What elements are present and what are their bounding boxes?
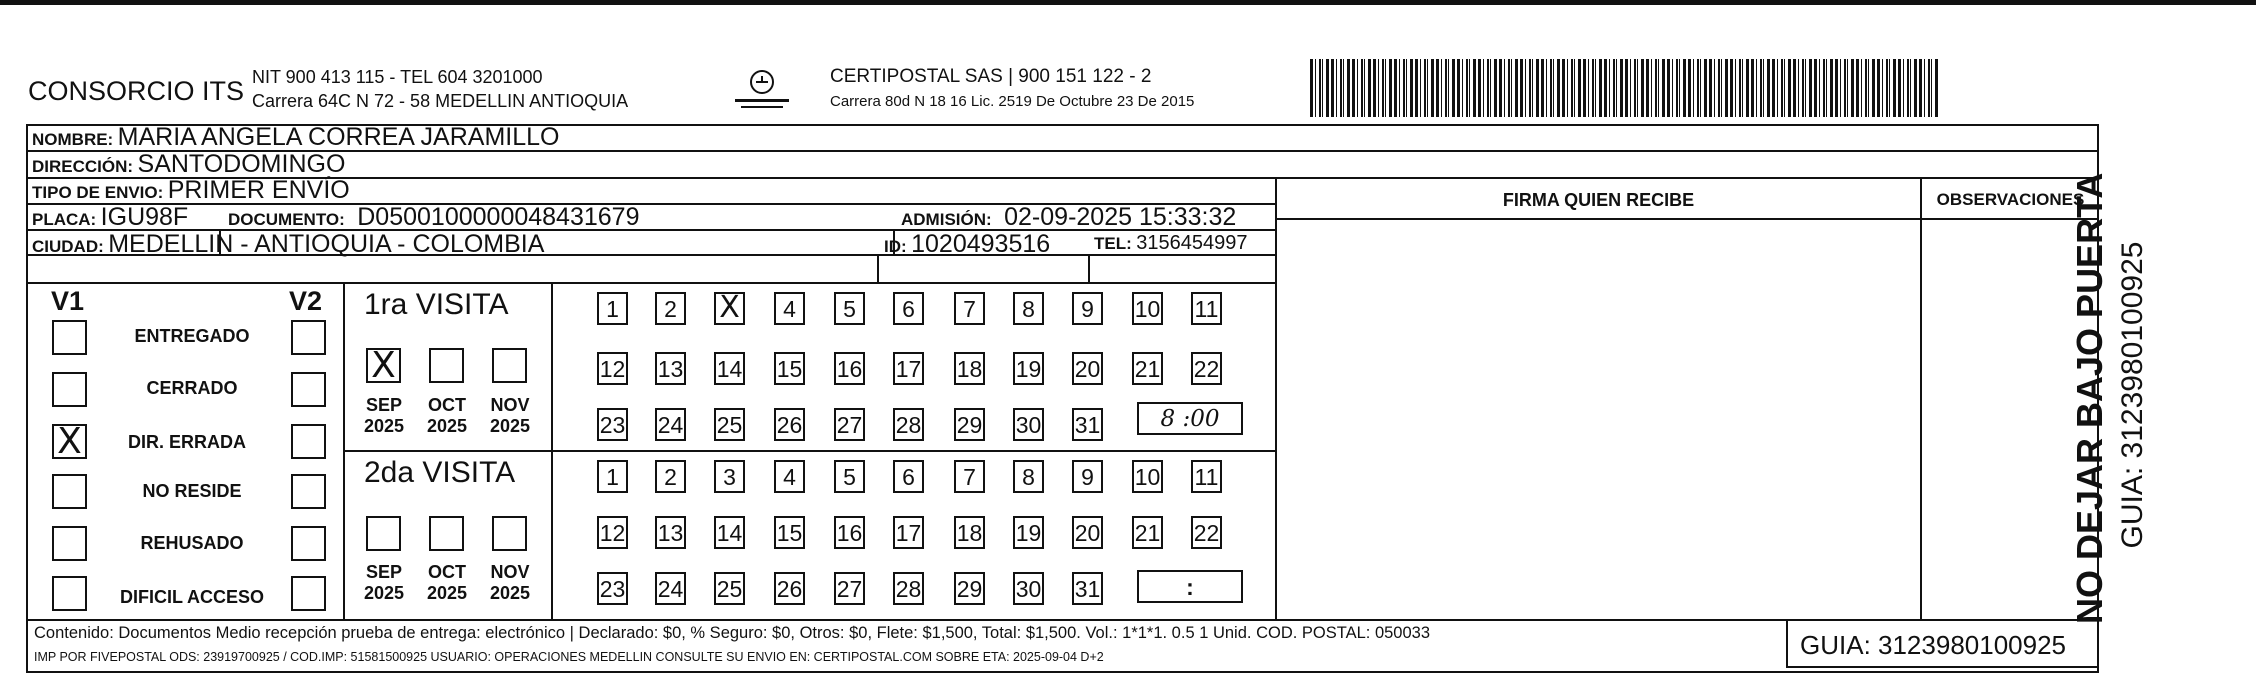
ciudad-label: CIUDAD: bbox=[32, 237, 104, 256]
visit2-day-box[interactable]: 4 bbox=[774, 460, 805, 493]
visit1-month-nov-checkbox[interactable] bbox=[492, 348, 527, 383]
visit1-day-box[interactable]: 30 bbox=[1013, 408, 1044, 441]
v2-checkbox-dificil-acceso[interactable] bbox=[291, 576, 326, 611]
nombre-label: NOMBRE: bbox=[32, 130, 114, 149]
visit2-month-nov-year: 2025 bbox=[489, 583, 531, 603]
visit2-day-box[interactable]: 31 bbox=[1072, 572, 1103, 605]
v1-label: V1 bbox=[51, 286, 85, 316]
visit1-day-box[interactable]: 13 bbox=[655, 352, 686, 385]
visit2-day-box[interactable]: 21 bbox=[1132, 516, 1163, 549]
visit2-day-box[interactable]: 16 bbox=[834, 516, 865, 549]
v2-checkbox-no-reside[interactable] bbox=[291, 474, 326, 509]
visit1-day-box[interactable]: 18 bbox=[954, 352, 985, 385]
tel-row bbox=[1094, 232, 1247, 255]
visit2-day-box[interactable]: 10 bbox=[1132, 460, 1163, 493]
visit1-day-box[interactable]: 5 bbox=[834, 292, 865, 325]
visit1-day-box[interactable]: 7 bbox=[954, 292, 985, 325]
visit1-day-box[interactable]: 26 bbox=[774, 408, 805, 441]
col-line-tel bbox=[1088, 254, 1090, 283]
placa-label: PLACA: bbox=[32, 210, 97, 229]
visit1-day-box[interactable]: 16 bbox=[834, 352, 865, 385]
ciudad-value: MEDELLIN - ANTIOQUIA - COLOMBIA bbox=[108, 230, 545, 258]
visit2-month-nov bbox=[485, 562, 535, 604]
visit2-day-box[interactable]: 5 bbox=[834, 460, 865, 493]
footer-guia: GUIA: 3123980100925 bbox=[1800, 630, 2066, 660]
visit2-day-box[interactable]: 13 bbox=[655, 516, 686, 549]
admision-label: ADMISIÓN: bbox=[901, 210, 992, 229]
visit1-day-box[interactable]: 24 bbox=[655, 408, 686, 441]
visit2-day-box[interactable]: 29 bbox=[954, 572, 985, 605]
visit1-day-box[interactable]: 9 bbox=[1072, 292, 1103, 325]
status-label-entregado: ENTREGADO bbox=[134, 326, 250, 346]
carrier-name: CERTIPOSTAL SAS | 900 151 122 - 2 bbox=[830, 66, 1152, 87]
v2-checkbox-rehusado[interactable] bbox=[291, 526, 326, 561]
documento-value: D0500100000048431679 bbox=[357, 203, 640, 231]
visit2-day-box[interactable]: 7 bbox=[954, 460, 985, 493]
visit1-day-box[interactable]: 11 bbox=[1191, 292, 1222, 325]
visit2-day-box[interactable]: 15 bbox=[774, 516, 805, 549]
id-row bbox=[884, 230, 1050, 259]
documento-row bbox=[228, 203, 639, 232]
company-nit: NIT 900 413 115 - TEL 604 3201000 bbox=[252, 67, 543, 87]
footer-line-2: IMP POR FIVEPOSTAL ODS: 23919700925 / COD.IMP: 51581500925 USUARIO: OPERACIONES MEDELLIN CONSULTE SU ENVIO EN: CERTIPOSTAL.COM SOBRE ETA: 2025-09-04 D+2 bbox=[34, 650, 1104, 664]
visit2-day-box[interactable]: 20 bbox=[1072, 516, 1103, 549]
tipo-label: TIPO DE ENVIO: bbox=[32, 183, 164, 202]
status-label-dir-errada: DIR. ERRADA bbox=[127, 432, 246, 452]
carrier-address: Carrera 80d N 18 16 Lic. 2519 De Octubre 23 De 2015 bbox=[830, 93, 1195, 110]
visit2-day-box[interactable]: 6 bbox=[893, 460, 924, 493]
id-label: ID: bbox=[884, 237, 907, 256]
placa-value: IGU98F bbox=[100, 203, 189, 231]
observaciones-header: OBSERVACIONES bbox=[1936, 190, 2085, 209]
visit1-day-box[interactable]: 12 bbox=[597, 352, 628, 385]
visit2-day-box[interactable]: 24 bbox=[655, 572, 686, 605]
visit1-month-sep-year: 2025 bbox=[363, 416, 405, 436]
visit1-day-box[interactable]: 4 bbox=[774, 292, 805, 325]
status-label-rehusado: REHUSADO bbox=[140, 533, 244, 553]
visit2-day-box[interactable]: 18 bbox=[954, 516, 985, 549]
visit2-day-box[interactable]: 30 bbox=[1013, 572, 1044, 605]
visit1-month-sep bbox=[359, 395, 409, 437]
col-line-id bbox=[877, 254, 879, 283]
nombre-row bbox=[32, 123, 559, 152]
status-label-cerrado: CERRADO bbox=[146, 378, 238, 398]
certipostal-logo bbox=[727, 66, 797, 116]
side-guia: GUIA: 3123980100925 bbox=[2116, 241, 2149, 549]
visit2-day-box[interactable]: 12 bbox=[597, 516, 628, 549]
visit2-day-box[interactable]: 1 bbox=[597, 460, 628, 493]
placa-row bbox=[32, 203, 188, 232]
visit2-day-box[interactable]: 25 bbox=[714, 572, 745, 605]
visit1-month-oct-checkbox[interactable] bbox=[429, 348, 464, 383]
visit1-day-box[interactable]: 20 bbox=[1072, 352, 1103, 385]
footer-guia-divider bbox=[1786, 619, 1788, 667]
tipo-value: PRIMER ENVÍO bbox=[167, 176, 350, 204]
admision-row bbox=[901, 203, 1236, 232]
visit-divider-line bbox=[343, 450, 1275, 452]
top-edge-line bbox=[0, 0, 2256, 5]
visit1-day-box[interactable]: 1 bbox=[597, 292, 628, 325]
firma-header: FIRMA QUIEN RECIBE bbox=[1502, 190, 1695, 210]
visit1-day-box[interactable]: 23 bbox=[597, 408, 628, 441]
visit2-month-sep-checkbox[interactable] bbox=[366, 516, 401, 551]
visit2-month-oct bbox=[422, 562, 472, 604]
visit2-day-box[interactable]: 8 bbox=[1013, 460, 1044, 493]
visit1-day-box[interactable]: 27 bbox=[834, 408, 865, 441]
side-no-dejar-bajo-puerta: NO DEJAR BAJO PUERTA bbox=[2069, 172, 2110, 624]
visit1-month-oct-year: 2025 bbox=[426, 416, 468, 436]
visit1-time-box[interactable]: 8 :00 bbox=[1137, 402, 1243, 435]
footer-guia-bottom bbox=[1786, 666, 2099, 668]
visit1-day-box[interactable]: 6 bbox=[893, 292, 924, 325]
direccion-label: DIRECCIÓN: bbox=[32, 157, 134, 176]
visit2-day-box[interactable]: 26 bbox=[774, 572, 805, 605]
visit2-day-box[interactable]: 2 bbox=[655, 460, 686, 493]
visit2-month-sep-year: 2025 bbox=[363, 583, 405, 603]
direccion-row bbox=[32, 150, 345, 179]
visit2-time-box[interactable]: : bbox=[1137, 570, 1243, 603]
row-line-4 bbox=[1275, 218, 2099, 220]
company-address: Carrera 64C N 72 - 58 MEDELLIN ANTIOQUIA bbox=[252, 91, 629, 111]
visit1-day-box[interactable]: 10 bbox=[1132, 292, 1163, 325]
v1-checkbox-dir-errada[interactable]: X bbox=[52, 424, 87, 459]
visit2-month-nov-checkbox[interactable] bbox=[492, 516, 527, 551]
admision-value: 02-09-2025 15:33:32 bbox=[1004, 203, 1237, 231]
visit2-month-oct-year: 2025 bbox=[426, 583, 468, 603]
company-name: CONSORCIO ITS bbox=[28, 76, 245, 106]
v2-checkbox-dir-errada[interactable] bbox=[291, 424, 326, 459]
visit1-month-oct bbox=[422, 395, 472, 437]
visit1-day-box[interactable]: 31 bbox=[1072, 408, 1103, 441]
id-value: 1020493516 bbox=[911, 230, 1051, 258]
tel-label: TEL: bbox=[1094, 234, 1132, 253]
visit1-day-box[interactable]: 25 bbox=[714, 408, 745, 441]
v2-checkbox-cerrado[interactable] bbox=[291, 372, 326, 407]
visit1-month-oct-name: OCT bbox=[428, 395, 466, 415]
visit2-month-sep-name: SEP bbox=[365, 562, 403, 582]
visit2-day-box[interactable]: 19 bbox=[1013, 516, 1044, 549]
visit1-day-box[interactable]: X bbox=[714, 292, 745, 325]
visit1-day-box[interactable]: 29 bbox=[954, 408, 985, 441]
visit1-month-sep-name: SEP bbox=[365, 395, 403, 415]
tipo-row bbox=[32, 176, 350, 205]
visit1-day-box[interactable]: 14 bbox=[714, 352, 745, 385]
visit2-month-oct-name: OCT bbox=[428, 562, 466, 582]
visit1-day-box[interactable]: 2 bbox=[655, 292, 686, 325]
nombre-value: MARIA ANGELA CORREA JARAMILLO bbox=[117, 123, 560, 151]
visit1-day-box[interactable]: 15 bbox=[774, 352, 805, 385]
visit1-day-box[interactable]: 28 bbox=[893, 408, 924, 441]
col-line-observ bbox=[1920, 177, 1922, 620]
visit2-day-box[interactable]: 23 bbox=[597, 572, 628, 605]
v2-checkbox-entregado[interactable] bbox=[291, 320, 326, 355]
visit2-month-nov-name: NOV bbox=[490, 562, 530, 582]
visit2-day-box[interactable]: 9 bbox=[1072, 460, 1103, 493]
visit2-day-box[interactable]: 17 bbox=[893, 516, 924, 549]
ciudad-row bbox=[32, 230, 544, 259]
visit1-day-box[interactable]: 8 bbox=[1013, 292, 1044, 325]
footer-top-line bbox=[26, 619, 2099, 621]
visit1-day-box[interactable]: 19 bbox=[1013, 352, 1044, 385]
footer-line-1: Contenido: Documentos Medio recepción prueba de entrega: electrónico | Declarado: $0, % Seguro: $0, Otros: $0, Flete: $1,500, Total: $1,500. Vol.: 1*1*1. 0.5 1 Unid. COD. POSTAL: 050033 bbox=[34, 624, 1431, 642]
visit2-day-box[interactable]: 22 bbox=[1191, 516, 1222, 549]
visit2-day-box[interactable]: 3 bbox=[714, 460, 745, 493]
status-label-dificil-acceso: DIFICIL ACCESO bbox=[119, 587, 264, 607]
visit2-title: 2da VISITA bbox=[364, 456, 516, 489]
visit1-day-box[interactable]: 22 bbox=[1191, 352, 1222, 385]
barcode bbox=[1310, 59, 1940, 117]
tel-value: 3156454997 bbox=[1136, 232, 1248, 254]
direccion-value: SANTODOMINGO bbox=[137, 150, 346, 178]
visit1-month-nov bbox=[485, 395, 535, 437]
visit2-day-box[interactable]: 27 bbox=[834, 572, 865, 605]
status-label-no-reside: NO RESIDE bbox=[142, 481, 242, 501]
v2-label: V2 bbox=[289, 286, 323, 316]
visit1-day-box[interactable]: 21 bbox=[1132, 352, 1163, 385]
visit2-month-oct-checkbox[interactable] bbox=[429, 516, 464, 551]
visit2-day-box[interactable]: 28 bbox=[893, 572, 924, 605]
visit1-title: 1ra VISITA bbox=[364, 288, 509, 321]
visit1-month-nov-name: NOV bbox=[490, 395, 530, 415]
col-line-firma bbox=[1275, 177, 1277, 620]
visit2-day-box[interactable]: 14 bbox=[714, 516, 745, 549]
visit1-day-box[interactable]: 17 bbox=[893, 352, 924, 385]
visit2-month-sep bbox=[359, 562, 409, 604]
visit1-month-nov-year: 2025 bbox=[489, 416, 531, 436]
visit1-month-sep-checkbox[interactable]: X bbox=[366, 348, 401, 383]
documento-label: DOCUMENTO: bbox=[228, 210, 345, 229]
visit2-day-box[interactable]: 11 bbox=[1191, 460, 1222, 493]
